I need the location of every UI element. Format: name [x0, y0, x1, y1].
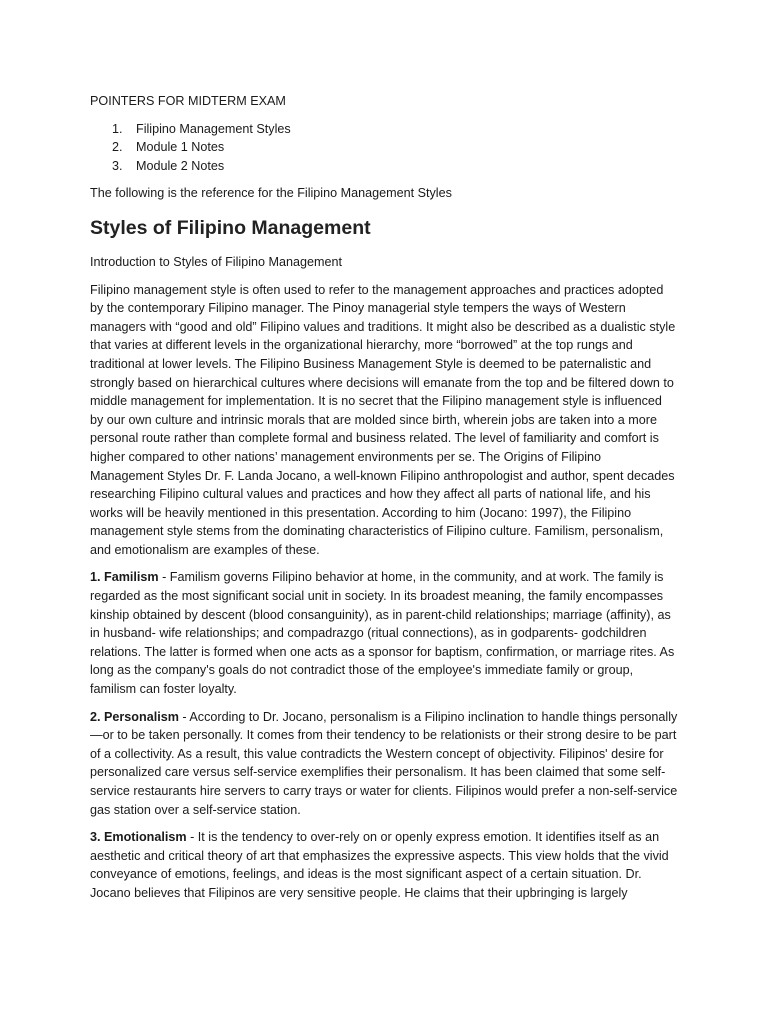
list-item-label: Filipino Management Styles — [136, 121, 291, 136]
familism-term: 1. Familism — [90, 570, 159, 585]
list-item-number: 1. — [112, 121, 123, 136]
list-item-label: Module 1 Notes — [136, 140, 225, 155]
personalism-text: - According to Dr. Jocano, personalism is a Filipino inclination to handle things personally —or to be taken personally. It comes from their tendency to be relationists or their strong desire to be part of a collectivity. As a result, this value contradicts the Western concept of objectivity. Filipinos' desire for personalized care versus self-service exemplifies their personalism. It has been claimed that some self-service restaurants hire servers to carry trays or water for clients. Filipinos would prefer a non-self-service gas station over a self-service station. — [90, 709, 678, 817]
list-item — [90, 157, 678, 176]
list-item — [90, 138, 678, 157]
personalism-paragraph — [90, 708, 678, 820]
emotionalism-term: 3. Emotionalism — [90, 830, 187, 845]
list-item-number: 3. — [112, 158, 123, 173]
intro-paragraph: Filipino management style is often used to refer to the management approaches and practices adopted by the contemporary Filipino manager. The Pinoy managerial style tempers the ways of Western managers with “good and old” Filipino values and traditions. It might also be described as a dualistic style that varies at different levels in the organizational hierarchy, more “borrowed” at the top rungs and traditional at lower levels. The Filipino Business Management Style is deemed to be paternalistic and strongly based on hierarchical cultures where decisions will emanate from the top and be filtered down to middle management for implementation. It is no secret that the Filipino management style is influenced by our own culture and intrinsic morals that are molded since birth, wherein jobs are taken into a more personal route rather than complete formal and business related. The level of familiarity and comfort is higher compared to other nations’ management environments per se. The Origins of Filipino Management Styles Dr. F. Landa Jocano, a well-known Filipino anthropologist and author, spent decades researching Filipino cultural values and practices and how they affect all parts of national life, and his works will be heavily mentioned in this presentation. According to him (Jocano: 1997), the Filipino management style stems from the dominating characteristics of Filipino culture. Familism, personalism, and emotionalism are examples of these. — [90, 282, 676, 557]
emotionalism-paragraph — [90, 828, 678, 902]
reference-line: The following is the reference for the Filipino Management Styles — [90, 186, 452, 201]
list-item-number: 2. — [112, 140, 123, 155]
subheading: Introduction to Styles of Filipino Management — [90, 254, 343, 269]
emotionalism-text: - It is the tendency to over-rely on or openly express emotion. It identifies itself as an aesthetic and critical theory of art that emphasizes the expressive aspects. This view holds that the vivid conveyance of emotions, feelings, and ideas is the most significant aspect of a certain situation. Dr. Jocano believes that Filipinos are very sensitive people. He claims that their upbringing is largely — [90, 830, 669, 900]
pointers-list — [90, 120, 678, 176]
main-heading: Styles of Filipino Management — [90, 216, 371, 239]
familism-text: - Familism governs Filipino behavior at home, in the community, and at work. The family is regarded as the most significant social unit in society. In its broadest meaning, the family encompasses kinship obtained by descent (blood consanguinity), as in parent-child relationships; marriage (affinity), as in husband- wife relationships; and compadrazgo (ritual connections), as in godparents- godchildren relations. The latter is formed when one acts as a sponsor for baptism, confirmation, or marriage rites. As long as the company's goals do not contradict those of the employee's immediate family or group, familism can foster loyalty. — [90, 570, 675, 697]
list-item — [90, 120, 678, 139]
personalism-term: 2. Personalism — [90, 709, 179, 724]
pointers-title: POINTERS FOR MIDTERM EXAM — [90, 94, 286, 108]
familism-paragraph — [90, 568, 678, 698]
list-item-label: Module 2 Notes — [136, 158, 225, 173]
